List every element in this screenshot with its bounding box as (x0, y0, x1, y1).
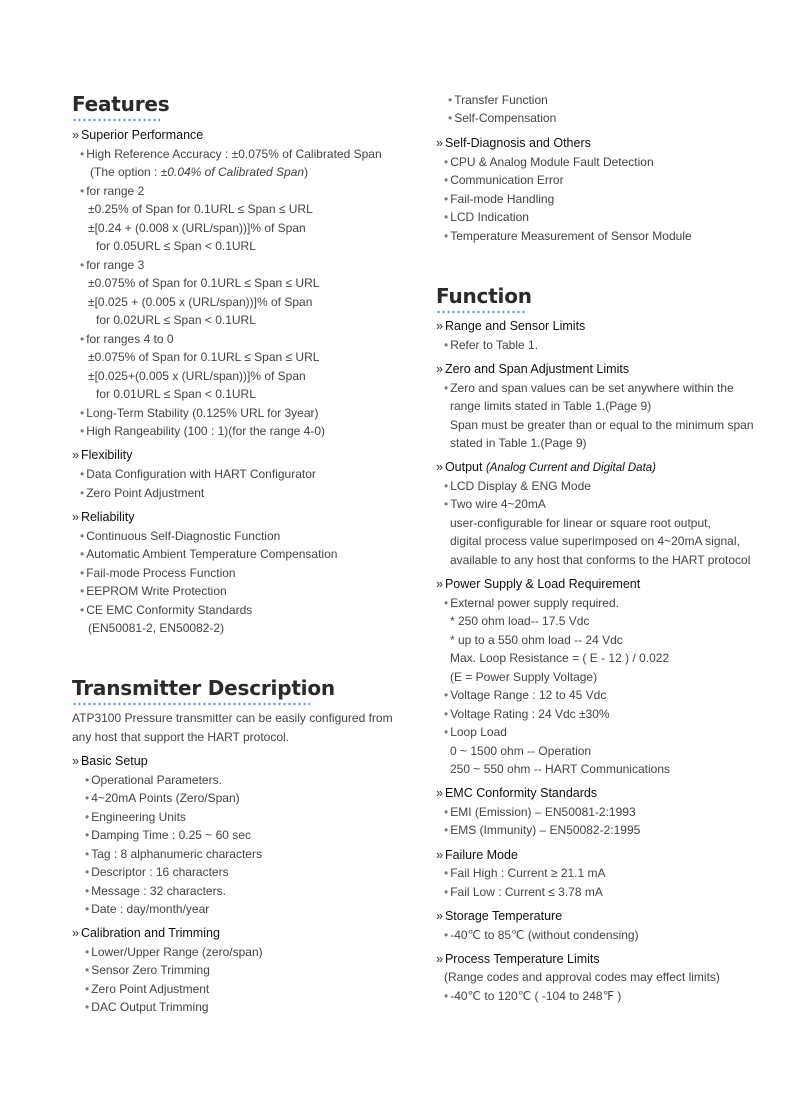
function-line: 250 ~ 550 ohm -- HART Communications (450, 762, 670, 776)
function-heading: Function (436, 284, 532, 308)
function-line: (Range codes and approval codes may effect limits) (444, 970, 720, 984)
feature-line: • for range 3 (80, 258, 145, 272)
range-title: » Range and Sensor Limits (436, 319, 586, 333)
feature-line: • Data Configuration with HART Configurator (80, 467, 316, 481)
feature-line: • Continuous Self-Diagnostic Function (80, 529, 281, 543)
feature-line: ±0.075% of Span for 0.1URL ≤ Span ≤ URL (88, 276, 320, 290)
selfdiag-line: • Fail-mode Handling (444, 192, 555, 206)
feature-line: for 0.01URL ≤ Span < 0.1URL (96, 387, 256, 401)
function-line: Span must be greater than or equal to the minimum span (450, 418, 754, 432)
function-heading-underline (436, 310, 526, 314)
function-line: user-configurable for linear or square root output, (450, 516, 711, 530)
function-line: • -40℃ to 120℃ ( -104 to 248℉ ) (444, 989, 622, 1003)
basic-line: • Tag : 8 alphanumeric characters (85, 847, 262, 861)
basic-setup-title: » Basic Setup (72, 754, 148, 768)
transmitter-intro: any host that support the HART protocol. (72, 730, 290, 744)
calibration-title: » Calibration and Trimming (72, 926, 220, 940)
function-line: • Fail High : Current ≥ 21.1 mA (444, 866, 606, 880)
storage-title: » Storage Temperature (436, 909, 563, 923)
feature-line: • CE EMC Conformity Standards (80, 603, 253, 617)
power-title: » Power Supply & Load Requirement (436, 577, 641, 591)
transmitter-heading: Transmitter Description (72, 676, 335, 700)
function-line: available to any host that conforms to the HART protocol (450, 553, 751, 567)
basic-line: • Date : day/month/year (85, 902, 210, 916)
feature-line: for 0.05URL ≤ Span < 0.1URL (96, 239, 256, 253)
reliability-title: » Reliability (72, 510, 135, 524)
function-line: • Zero and span values can be set anywhere within the (444, 381, 734, 395)
zerospan-title: » Zero and Span Adjustment Limits (436, 362, 630, 376)
function-line: stated in Table 1.(Page 9) (450, 436, 587, 450)
function-line: digital process value superimposed on 4~20mA signal, (450, 534, 740, 548)
feature-line: ±[0.025 + (0.005 x (URL/span))]% of Span (88, 295, 313, 309)
basic-line: • 4~20mA Points (Zero/Span) (85, 791, 240, 805)
feature-line: (The option : ±0.04% of Calibrated Span) (90, 165, 309, 179)
function-line: 0 ~ 1500 ohm -- Operation (450, 744, 592, 758)
function-line: * up to a 550 ohm load -- 24 Vdc (450, 633, 623, 647)
calibration-line: • Lower/Upper Range (zero/span) (85, 945, 263, 959)
feature-line: • Zero Point Adjustment (80, 486, 205, 500)
feature-line: • High Reference Accuracy : ±0.075% of Calibrated Span (80, 147, 382, 161)
feature-line: • for range 2 (80, 184, 145, 198)
feature-line: • Transfer Function (448, 93, 548, 107)
function-line: * 250 ohm load-- 17.5 Vdc (450, 614, 590, 628)
basic-line: • Engineering Units (85, 810, 186, 824)
function-line: • EMI (Emission) – EN50081-2:1993 (444, 805, 636, 819)
function-line: • Voltage Range : 12 to 45 Vdc (444, 688, 607, 702)
feature-line: ±0.25% of Span for 0.1URL ≤ Span ≤ URL (88, 202, 313, 216)
self-diagnosis-title: » Self-Diagnosis and Others (436, 136, 591, 150)
features-heading: Features (72, 92, 170, 116)
process-title: » Process Temperature Limits (436, 952, 600, 966)
basic-line: • Descriptor : 16 characters (85, 865, 229, 879)
feature-line: • Self-Compensation (448, 111, 557, 125)
function-line: • EMS (Immunity) – EN50082-2:1995 (444, 823, 641, 837)
output-title: » Output (Analog Current and Digital Data) (436, 460, 656, 474)
feature-line: (EN50081-2, EN50082-2) (88, 621, 225, 635)
function-line: • Loop Load (444, 725, 507, 739)
selfdiag-line: • CPU & Analog Module Fault Detection (444, 155, 654, 169)
feature-line: • High Rangeability (100 : 1)(for the range 4-0) (80, 424, 325, 438)
calibration-line: • Sensor Zero Trimming (85, 963, 210, 977)
flexibility-title: » Flexibility (72, 448, 133, 462)
function-line: • External power supply required. (444, 596, 619, 610)
function-line: range limits stated in Table 1.(Page 9) (450, 399, 652, 413)
superior-performance-title: » Superior Performance (72, 128, 204, 142)
feature-line: • for ranges 4 to 0 (80, 332, 174, 346)
function-line: • Voltage Rating : 24 Vdc ±30% (444, 707, 610, 721)
selfdiag-line: • Temperature Measurement of Sensor Module (444, 229, 692, 243)
emc-title: » EMC Conformity Standards (436, 786, 598, 800)
calibration-line: • DAC Output Trimming (85, 1000, 209, 1014)
function-line: • Refer to Table 1. (444, 338, 539, 352)
calibration-line: • Zero Point Adjustment (85, 982, 210, 996)
feature-line: ±[0.025+(0.005 x (URL/span))]% of Span (88, 369, 306, 383)
selfdiag-line: • LCD Indication (444, 210, 529, 224)
basic-line: • Operational Parameters. (85, 773, 222, 787)
feature-line: • Fail-mode Process Function (80, 566, 236, 580)
function-line: • -40℃ to 85℃ (without condensing) (444, 928, 639, 942)
function-line: • LCD Display & ENG Mode (444, 479, 591, 493)
feature-line: ±[0.24 + (0.008 x (URL/span))]% of Span (88, 221, 306, 235)
feature-line: for 0.02URL ≤ Span < 0.1URL (96, 313, 256, 327)
selfdiag-line: • Communication Error (444, 173, 564, 187)
transmitter-heading-underline (72, 702, 310, 706)
feature-line: • Long-Term Stability (0.125% URL for 3year) (80, 406, 319, 420)
feature-line: • EEPROM Write Protection (80, 584, 227, 598)
basic-line: • Message : 32 characters. (85, 884, 226, 898)
feature-line: • Automatic Ambient Temperature Compensation (80, 547, 338, 561)
function-line: (E = Power Supply Voltage) (450, 670, 598, 684)
function-line: • Fail Low : Current ≤ 3.78 mA (444, 885, 603, 899)
transmitter-intro: ATP3100 Pressure transmitter can be easily configured from (72, 711, 393, 725)
function-line: Max. Loop Resistance = ( E - 12 ) / 0.022 (450, 651, 670, 665)
basic-line: • Damping Time : 0.25 ~ 60 sec (85, 828, 251, 842)
function-line: • Two wire 4~20mA (444, 497, 546, 511)
failure-title: » Failure Mode (436, 848, 518, 862)
feature-line: ±0.075% of Span for 0.1URL ≤ Span ≤ URL (88, 350, 320, 364)
features-heading-underline (72, 118, 160, 122)
